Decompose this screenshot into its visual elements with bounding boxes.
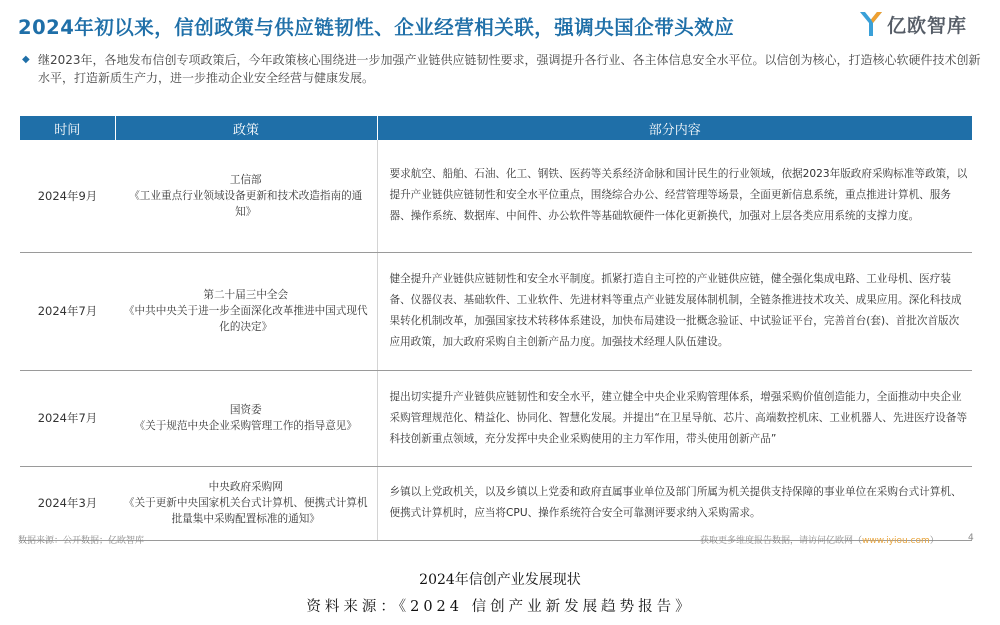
more-info-end: ） [929, 536, 939, 546]
data-source-note: 数据来源：公开数据；亿欧智库 [18, 536, 145, 546]
yiou-logo-icon [858, 10, 884, 38]
brand-logo [858, 10, 967, 38]
row-time: 2024年7月 [20, 252, 115, 370]
table-row [20, 140, 972, 252]
more-info-note [700, 533, 939, 546]
table-row [20, 252, 972, 370]
page-number: 4 [968, 533, 974, 543]
table-header-row [20, 116, 972, 140]
table-row [20, 370, 972, 466]
row-content: 健全提升产业链供应链韧性和安全水平制度。抓紧打造自主可控的产业链供应链，健全强化集成电路、工业母机、医疗装备、仪器仪表、基础软件、工业软件、先进材料等重点产业链发展体制机制，全链条推进技术攻关、成果应用。深化科技成果转化机制改革，加强国家技术转移体系建设，加快布局建设一批概念验证、中试验证平台，完善首台(套)、首批次首版次应用政策，加大政府采购自主创新产品力度。加强技术经理人队伍建设。 [377, 252, 972, 370]
logo-text: 亿欧智库 [887, 14, 968, 37]
row-issuer: 工信部 [229, 173, 262, 186]
intro-paragraph [22, 51, 982, 87]
policy-table [20, 116, 972, 541]
row-policy-title: 《关于更新中央国家机关台式计算机、便携式计算机批量集中采购配置标准的通知》 [123, 497, 368, 525]
row-content: 乡镇以上党政机关，以及乡镇以上党委和政府直属事业单位及部门所属为机关提供支持保障的事业单位在采购台式计算机、便携式计算机时，应当将CPU、操作系统符合安全可靠测评要求纳入采购需求。 [377, 466, 972, 540]
table-row [20, 466, 972, 540]
website-link[interactable]: www.iyiou.com [862, 536, 930, 546]
row-policy [115, 252, 377, 370]
row-issuer: 中央政府采购网 [208, 481, 283, 493]
row-policy [115, 370, 377, 466]
diamond-bullet-icon: ◆ [22, 54, 30, 65]
row-policy-title: 《关于规范中央企业采购管理工作的指导意见》 [134, 420, 357, 432]
row-time: 2024年7月 [20, 370, 115, 466]
row-policy-title: 《中共中央关于进一步全面深化改革推进中国式现代化的决定》 [123, 305, 368, 333]
row-issuer: 国资委 [229, 404, 262, 416]
intro-text: 继2023年，各地发布信创专项政策后，今年政策核心围绕进一步加强产业链供应链韧性要求，强调提升各行业、各主体信息安全水平位。以信创为核心，打造核心软硬件技术创新水平，打造新质生产力，进一步推动企业安全经营与健康发展。 [38, 53, 981, 85]
figure-caption: 2024年信创产业发展现状 [419, 572, 581, 588]
row-policy [115, 140, 377, 252]
row-policy [115, 466, 377, 540]
column-header-content: 部分内容 [377, 116, 972, 140]
row-issuer: 第二十届三中全会 [203, 289, 289, 301]
row-policy-title: 《工业重点行业领域设备更新和技术改造指南的通知》 [129, 189, 363, 218]
source-line: 资料来源：《2024 信创产业新发展趋势报告》 [306, 599, 694, 615]
row-content: 提出切实提升产业链供应链韧性和安全水平，建立健全中央企业采购管理体系，增强采购价值创造能力，全面推动中央企业采购管理规范化、精益化、协同化、智慧化发展。并提出“在卫星导航、芯片、高端数控机床、工业机器人、先进医疗设备等科技创新重点领域，充分发挥中央企业采购使用的主力军作用，带头使用创新产品” [377, 370, 972, 466]
column-header-time: 时间 [20, 116, 115, 140]
row-time: 2024年3月 [20, 466, 115, 540]
row-time: 2024年9月 [20, 140, 115, 252]
column-header-policy: 政策 [115, 116, 377, 140]
slide-title: 2024年初以来，信创政策与供应链韧性、企业经营相关联，强调央国企带头效应 [18, 16, 735, 39]
row-content: 要求航空、船舶、石油、化工、钢铁、医药等关系经济命脉和国计民生的行业领域，依据2023年版政府采购标准等政策，以提升产业链供应链韧性和安全水平位重点，围绕综合办公、经营管理等场景，全面更新信息系统，重点推进计算机、服务器、操作系统、数据库、中间件、办公软件等基础软硬件一体化更新换代，加强对上层各类应用系统的支撑力度。 [377, 140, 972, 252]
more-info-text: 获取更多维度报告数据，请访问亿欧网（ [700, 536, 863, 546]
